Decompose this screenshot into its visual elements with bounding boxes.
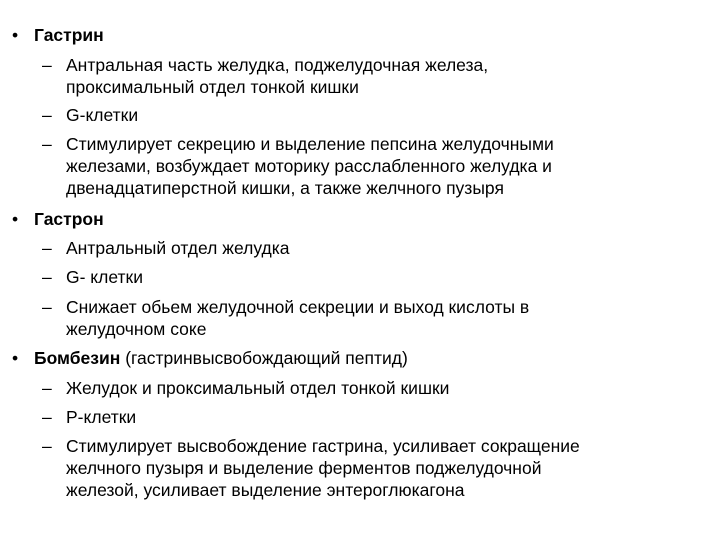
text-line: Стимулирует секрецию и выделение пепсина желудочными: [66, 134, 554, 154]
text-line: Р-клетки: [66, 407, 137, 427]
text-line: желудочном соке: [66, 319, 207, 339]
point-text: [66, 377, 666, 399]
topic-term: Гастрон: [34, 209, 104, 229]
bullet-marker: •: [12, 348, 19, 368]
text-line: Стимулирует высвобождение гастрина, усиливает сокращение: [66, 436, 580, 456]
topic-gastron: [12, 208, 104, 230]
dash-marker: –: [42, 378, 52, 398]
text-line: железами, возбуждает моторику расслабленного желудка и: [66, 156, 552, 176]
text-line: G- клетки: [66, 267, 143, 287]
dash-marker: –: [42, 55, 52, 75]
text-line: двенадцатиперстной кишки, а также желчного пузыря: [66, 178, 504, 198]
text-line: проксимальный отдел тонкой кишки: [66, 77, 359, 97]
bullet-marker: •: [12, 209, 19, 229]
dash-marker: –: [42, 297, 52, 317]
text-line: Желудок и проксимальный отдел тонкой кишки: [66, 378, 450, 398]
text-line: желчного пузыря и выделение ферментов поджелудочной: [66, 458, 542, 478]
bullet-marker: •: [12, 25, 19, 45]
point-text: [66, 54, 666, 98]
point-text: [66, 296, 666, 340]
dash-marker: –: [42, 436, 52, 456]
point-text: [66, 266, 666, 288]
text-line: Снижает обьем желудочной секреции и выход кислоты в: [66, 297, 530, 317]
point-text: [66, 237, 666, 259]
topic-term: Бомбезин: [34, 348, 121, 368]
text-line: G-клетки: [66, 105, 139, 125]
topic-bombesin: [12, 347, 408, 369]
point-text: [66, 104, 666, 126]
dash-marker: –: [42, 267, 52, 287]
dash-marker: –: [42, 134, 52, 154]
point-text: [66, 133, 666, 199]
text-line: Антральная часть желудка, поджелудочная железа,: [66, 55, 489, 75]
topic-note: (гастринвысвобождающий пептид): [120, 348, 408, 368]
topic-term: Гастрин: [34, 25, 104, 45]
point-text: [66, 406, 666, 428]
topic-gastrin: [12, 24, 104, 46]
text-line: железой, усиливает выделение энтероглюкагона: [66, 480, 465, 500]
dash-marker: –: [42, 238, 52, 258]
text-line: Антральный отдел желудка: [66, 238, 290, 258]
point-text: [66, 435, 666, 501]
dash-marker: –: [42, 407, 52, 427]
dash-marker: –: [42, 105, 52, 125]
